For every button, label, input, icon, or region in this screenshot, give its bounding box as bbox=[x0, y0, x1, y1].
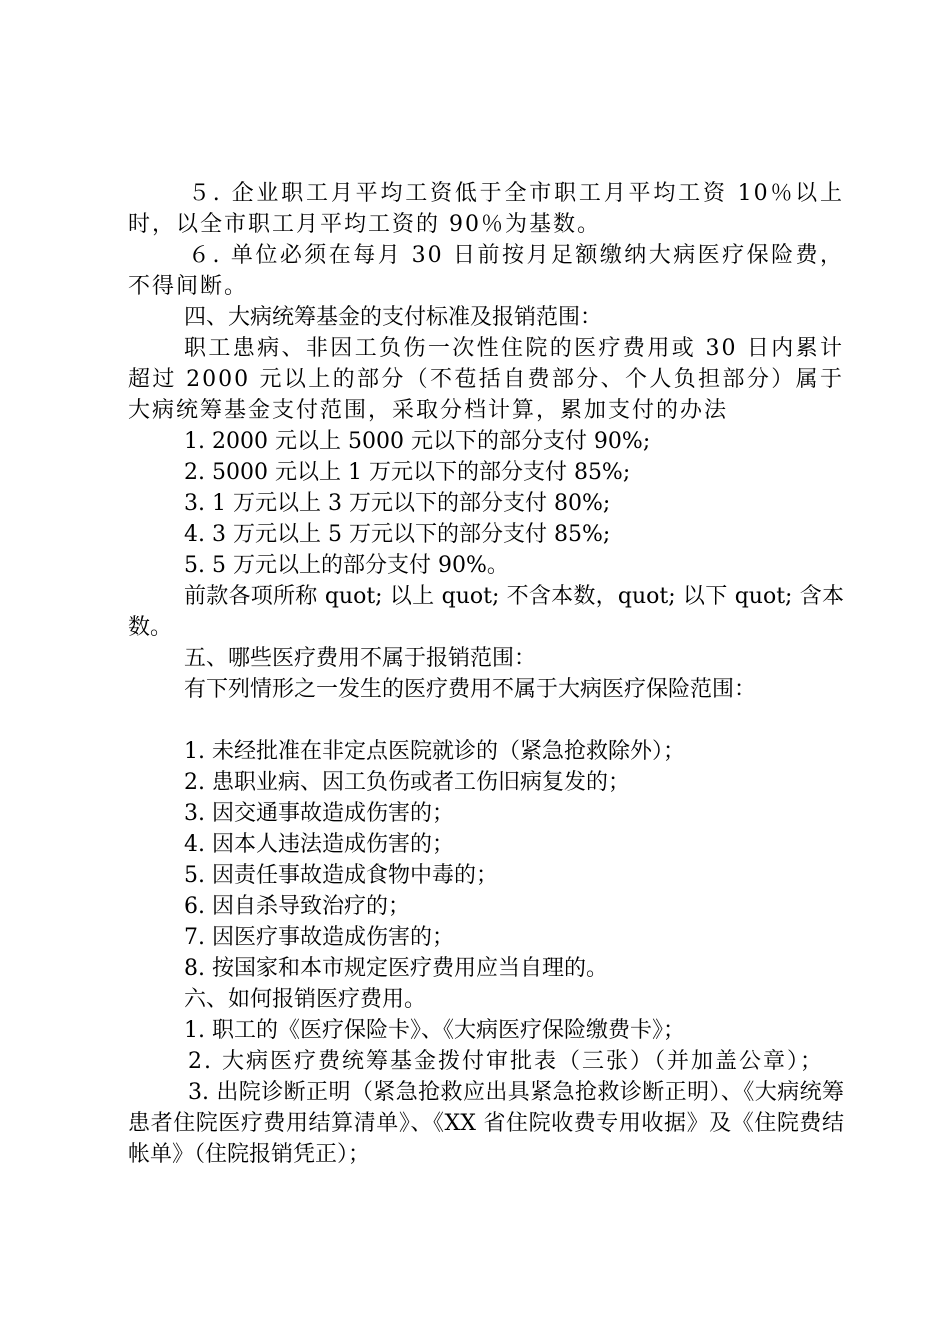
list-item-tier-1: 1. 2000 元以上 5000 元以下的部分支付 90%; bbox=[184, 429, 651, 454]
list-item-reimburse-1: 1. 职工的《医疗保险卡》、《大病医疗保险缴费卡》； bbox=[184, 1018, 685, 1043]
section-heading-four: 四、大病统筹基金的支付标准及报销范围： bbox=[184, 305, 603, 330]
list-item-tier-3: 3. 1 万元以上 3 万元以下的部分支付 80%; bbox=[184, 491, 611, 516]
list-item-exclusion-5: 5. 因责任事故造成食物中毒的； bbox=[184, 863, 498, 888]
list-item-exclusion-7: 7. 因医疗事故造成伤害的； bbox=[184, 925, 454, 950]
blank-line bbox=[128, 705, 844, 736]
list-item-exclusion-8: 8. 按国家和本市规定医疗费用应当自理的。 bbox=[184, 956, 608, 981]
list-item-reimburse-2: 2. 大病医疗费统筹基金拨付审批表（三张）（并加盖公章）； bbox=[188, 1049, 824, 1074]
paragraph-exclusion-intro: 有下列情形之一发生的医疗费用不属于大病医疗保险范围： bbox=[184, 677, 757, 702]
list-item-tier-5: 5. 5 万元以上的部分支付 90%。 bbox=[184, 553, 509, 578]
list-item-exclusion-6: 6. 因自杀导致治疗的； bbox=[184, 894, 410, 919]
section-heading-six: 六、如何报销医疗费用。 bbox=[184, 987, 427, 1012]
paragraph-wage-base: ５. 企业职工月平均工资低于全市职工月平均工资 10％以上时，以全市职工月平均工资的 90％为基数。 bbox=[128, 181, 844, 237]
paragraph-payment-deadline: ６. 单位必须在每月 30 日前按月足额缴纳大病医疗保险费，不得间断。 bbox=[128, 243, 844, 299]
list-item-exclusion-4: 4. 因本人违法造成伤害的； bbox=[184, 832, 454, 857]
section-heading-five: 五、哪些医疗费用不属于报销范围： bbox=[184, 646, 537, 671]
list-item-exclusion-3: 3. 因交通事故造成伤害的； bbox=[184, 801, 454, 826]
paragraph-payment-scope: 职工患病、非因工负伤一次性住院的医疗费用或 30 日内累计超过 2000 元以上的部分（不苞括自费部分、个人负担部分）属于大病统筹基金支付范围，采取分档计算，累加支付的办法 bbox=[128, 336, 844, 423]
list-item-tier-4: 4. 3 万元以上 5 万元以下的部分支付 85%; bbox=[184, 522, 611, 547]
list-item-exclusion-2: 2. 患职业病、因工负伤或者工伤旧病复发的； bbox=[184, 770, 630, 795]
list-item-reimburse-3: 3. 出院诊断正明（紧急抢救应出具紧急抢救诊断正明）、《大病统筹患者住院医疗费用结算清单》、《XX 省住院收费专用收据》及《住院费结帐单》（住院报销凭正）； bbox=[128, 1080, 844, 1167]
list-item-tier-2: 2. 5000 元以上 1 万元以下的部分支付 85%; bbox=[184, 460, 631, 485]
paragraph-definition-note: 前款各项所称 quot; 以上 quot; 不含本数，quot; 以下 quot; 含本数。 bbox=[128, 584, 844, 640]
list-item-exclusion-1: 1. 未经批准在非定点医院就诊的（紧急抢救除外）； bbox=[184, 739, 685, 764]
document-body bbox=[128, 178, 844, 1170]
